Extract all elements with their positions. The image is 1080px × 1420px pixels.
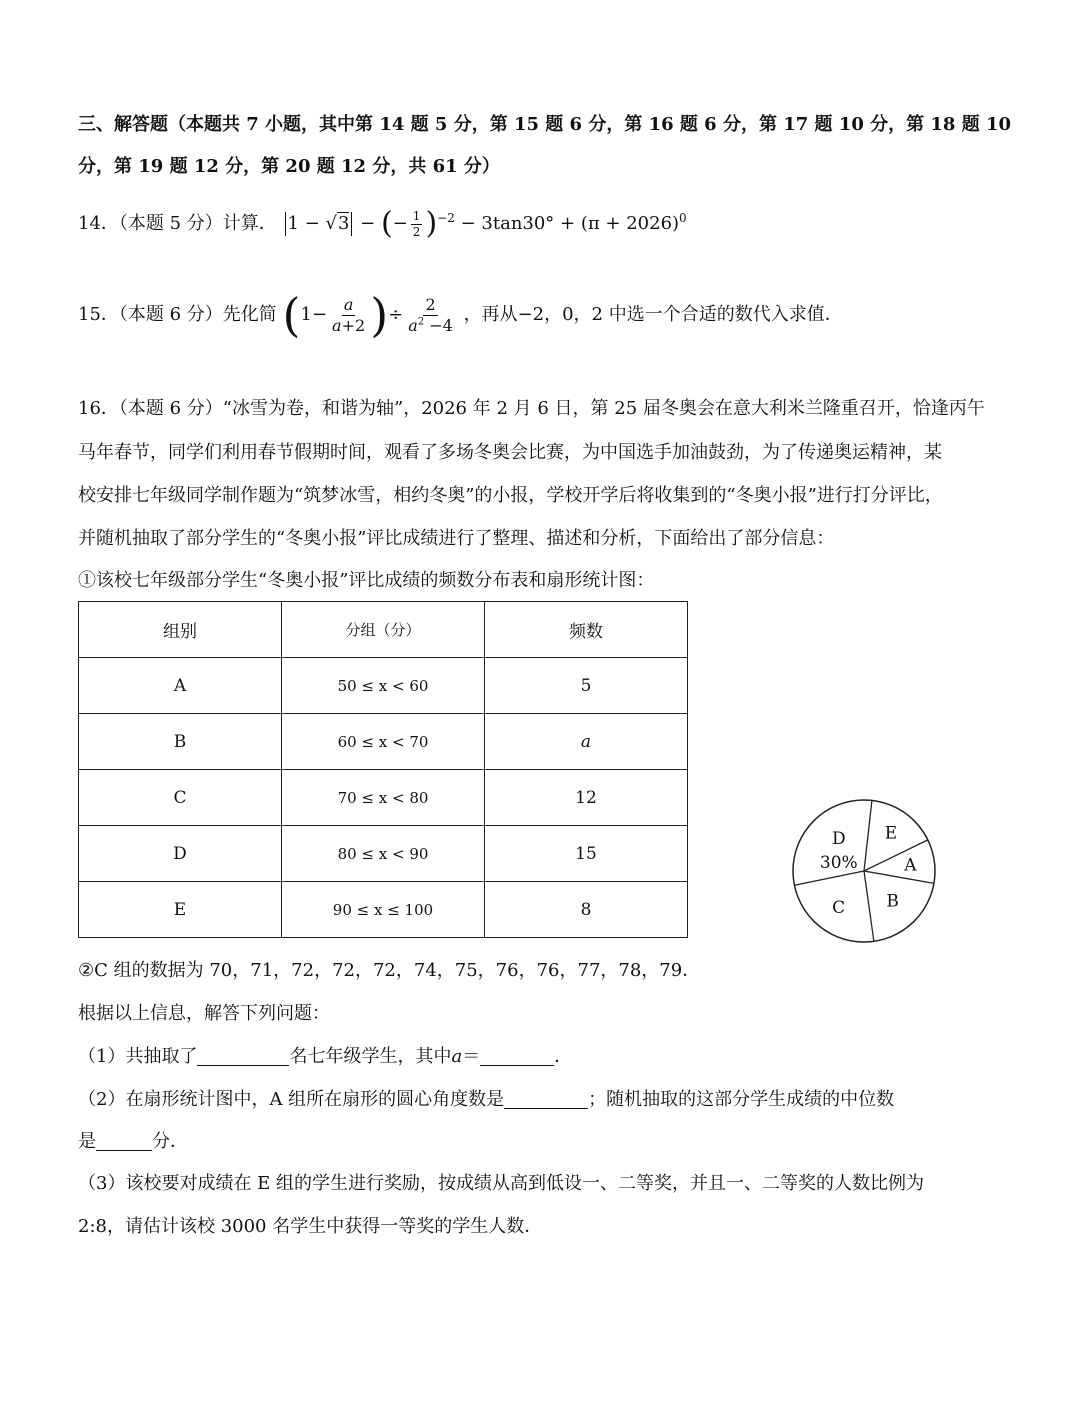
table-cell: A xyxy=(79,658,282,714)
answer-blank-2[interactable] xyxy=(480,1047,554,1066)
table-header: 分组（分） xyxy=(282,602,485,658)
q16-part3-line2: 2:8，请估计该校 3000 名学生中获得一等奖的学生人数． xyxy=(78,1216,543,1237)
pie-percent-d: 30% xyxy=(819,853,858,874)
q16-line1: 16．（本题 6 分）“冰雪为卷，和谐为轴”，2026 年 2 月 6 日，第 25 届冬奥会在意大利米兰隆重召开，恰逢丙午 xyxy=(78,398,985,419)
table-cell: 90 ≤ x ≤ 100 xyxy=(282,882,485,938)
answer-blank-1[interactable] xyxy=(197,1047,289,1066)
q16-intro: 根据以上信息，解答下列问题： xyxy=(78,1003,330,1024)
p1-text-a: （1）共抽取了 xyxy=(78,1046,198,1067)
q15-prefix: 15．（本题 6 分）先化简 xyxy=(78,304,277,325)
question-15 xyxy=(78,290,843,340)
pie-label-d: D xyxy=(832,829,846,850)
q16-part3-line1: （3）该校要对成绩在 E 组的学生进行奖励，按成绩从高到低设一、二等奖，并且一、二等奖的人数比例为 xyxy=(78,1173,925,1194)
question-14 xyxy=(78,203,687,239)
p1-text-c: ＝ xyxy=(462,1046,481,1067)
q16-part2-line1 xyxy=(78,1090,894,1109)
table-cell: 5 xyxy=(485,658,688,714)
pie-label-b: B xyxy=(886,891,899,912)
q14-tan-term: − 3tan30° + (π + 2026) xyxy=(460,213,680,234)
q16-info1: ①该校七年级部分学生“冬奥小报”评比成绩的频数分布表和扇形统计图： xyxy=(78,570,655,591)
table-row xyxy=(79,826,688,882)
table-row xyxy=(79,714,688,770)
table-cell: E xyxy=(79,882,282,938)
table-row xyxy=(79,770,688,826)
table-cell: 15 xyxy=(485,826,688,882)
q15-expression: (1− $\frac{a}{a+2}$ )÷ $\frac{2}{a^2 -4}$ xyxy=(282,288,453,342)
answer-blank-3[interactable] xyxy=(504,1090,588,1109)
q14-expression: 1 − √3 − (− $\frac{1}{2}$ )$^{-2} - 3\tan 30^\circ + (\pi + 2026)^0$ xyxy=(283,213,687,234)
q14-exponent: −2 xyxy=(437,211,455,225)
p2-text-b: ；随机抽取的这部分学生成绩的中位数 xyxy=(588,1089,895,1110)
table-cell: C xyxy=(79,770,282,826)
table-cell: D xyxy=(79,826,282,882)
variable-a: a xyxy=(451,1046,463,1067)
table-cell: 12 xyxy=(485,770,688,826)
q14-prefix: 14．（本题 5 分）计算． xyxy=(78,213,277,234)
table-cell: 50 ≤ x < 60 xyxy=(282,658,485,714)
q16-line3: 校安排七年级同学制作题为“筑梦冰雪，相约冬奥”的小报，学校开学后将收集到的“冬奥小报”进行打分评比， xyxy=(78,485,943,506)
table-row xyxy=(79,658,688,714)
table-cell: 80 ≤ x < 90 xyxy=(282,826,485,882)
q16-line4: 并随机抽取了部分学生的“冬奥小报”评比成绩进行了整理、描述和分析，下面给出了部分信息： xyxy=(78,528,835,549)
table-cell: a xyxy=(485,714,688,770)
pie-label-c: C xyxy=(832,897,846,918)
p2-text-a: （2）在扇形统计图中，A 组所在扇形的圆心角度数是 xyxy=(78,1089,505,1110)
p2-text-c: 是 xyxy=(78,1131,96,1152)
q16-info2: ②C 组的数据为 70，71，72，72，72，74，75，76，76，77，78，79． xyxy=(78,960,701,981)
pie-chart xyxy=(788,798,940,944)
table-cell: 70 ≤ x < 80 xyxy=(282,770,485,826)
table-row xyxy=(79,882,688,938)
table-header: 频数 xyxy=(485,602,688,658)
section-heading-line1: 三、解答题（本题共 7 小题，其中第 14 题 5 分，第 15 题 6 分，第 16 题 6 分，第 17 题 10 分，第 18 题 10 xyxy=(78,114,1012,135)
q16-line2: 马年春节，同学们利用春节假期时间，观看了多场冬奥会比赛，为中国选手加油鼓劲，为了传递奥运精神，某 xyxy=(78,442,942,463)
table-cell: 60 ≤ x < 70 xyxy=(282,714,485,770)
q14-zero-exponent: 0 xyxy=(679,211,687,225)
table-cell: B xyxy=(79,714,282,770)
pie-label-a: A xyxy=(904,855,917,876)
p2-text-d: 分． xyxy=(152,1131,188,1152)
frequency-table xyxy=(78,601,688,938)
p1-text-b: 名七年级学生，其中 xyxy=(289,1046,452,1067)
q16-part2-line2 xyxy=(78,1132,188,1151)
q15-suffix: ，再从−2，0，2 中选一个合适的数代入求值． xyxy=(463,304,843,325)
section-heading-line2: 分，第 19 题 12 分，第 20 题 12 分，共 61 分） xyxy=(78,156,500,177)
table-header: 组别 xyxy=(79,602,282,658)
table-header-row xyxy=(79,602,688,658)
pie-label-e: E xyxy=(884,823,898,844)
p1-text-d: ． xyxy=(554,1046,573,1067)
answer-blank-4[interactable] xyxy=(96,1132,152,1151)
table-cell: 8 xyxy=(485,882,688,938)
q16-part1 xyxy=(78,1047,572,1066)
